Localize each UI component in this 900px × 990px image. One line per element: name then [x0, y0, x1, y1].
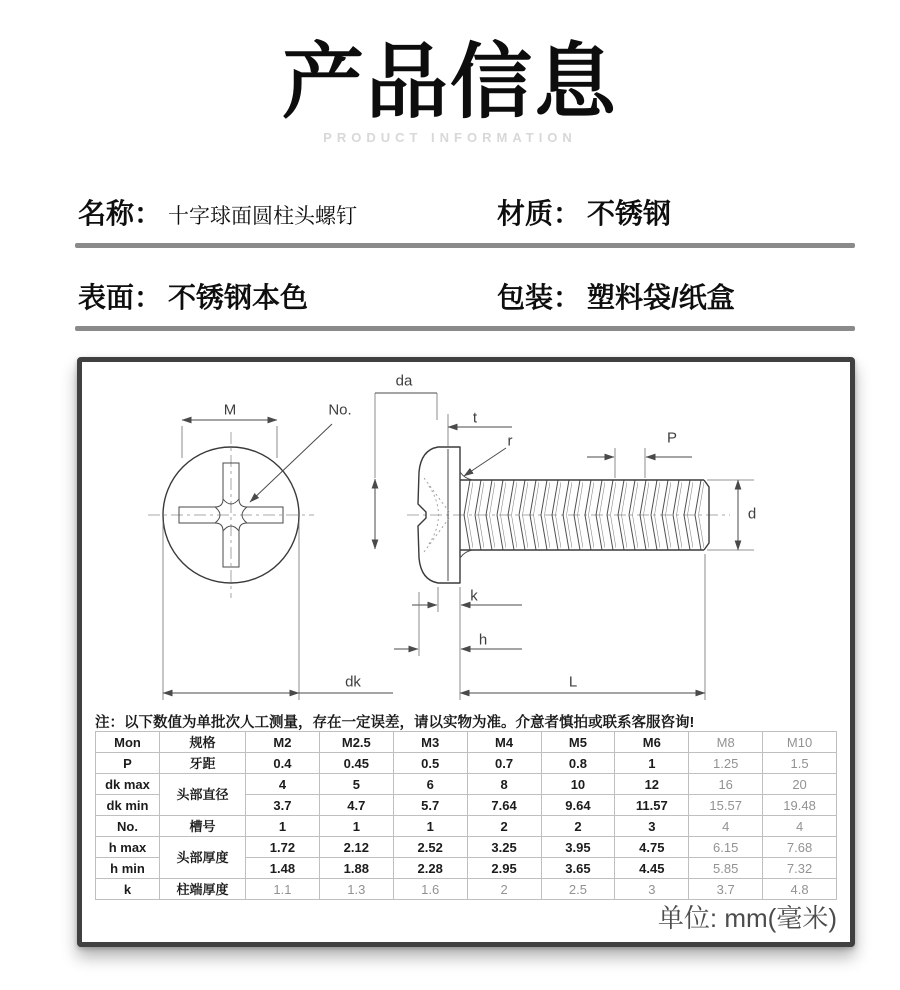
value-cell: 3.65: [541, 858, 615, 879]
spec-table-head: [96, 732, 837, 753]
dim-label-l: L: [568, 673, 578, 691]
row-code: No.: [96, 816, 160, 837]
dim-label-no: No.: [328, 401, 352, 419]
value-cell: 1.6: [393, 879, 467, 900]
value-cell: 2: [467, 816, 541, 837]
value-cell: 7.32: [763, 858, 837, 879]
value-cell: 4.45: [615, 858, 689, 879]
value-cell: 3.7: [246, 795, 320, 816]
product-image-panel: [77, 357, 855, 947]
value-cell: 5.7: [393, 795, 467, 816]
col-header: M5: [541, 732, 615, 753]
table-row: [96, 774, 837, 795]
dim-label-m: M: [223, 401, 237, 419]
dim-label-r: r: [507, 432, 513, 450]
value-cell: 10: [541, 774, 615, 795]
value-cell: 12: [615, 774, 689, 795]
value-cell: 0.5: [393, 753, 467, 774]
spec-name-value: 十字球面圆柱头螺钉: [168, 205, 358, 228]
value-cell: 20: [763, 774, 837, 795]
dim-label-d: d: [747, 505, 757, 523]
value-cell: 9.64: [541, 795, 615, 816]
dim-label-p: P: [666, 429, 678, 447]
spec-row-2: [78, 276, 858, 316]
measurement-note: 注：以下数值为单批次人工测量，存在一定误差，请以实物为准。介意者慎拍或联系客服咨询!: [95, 715, 695, 731]
value-cell: 16: [689, 774, 763, 795]
page-title: 产品信息: [281, 37, 618, 128]
col-header: M3: [393, 732, 467, 753]
row-code: dk max: [96, 774, 160, 795]
value-cell: 4: [763, 816, 837, 837]
value-cell: 4.7: [319, 795, 393, 816]
value-cell: 1.48: [246, 858, 320, 879]
spec-table: [95, 731, 837, 900]
value-cell: 1: [615, 753, 689, 774]
spec-name: [78, 192, 357, 232]
value-cell: 2.28: [393, 858, 467, 879]
spec-material-value: 不锈钢: [587, 198, 672, 229]
value-cell: 0.7: [467, 753, 541, 774]
value-cell: 15.57: [689, 795, 763, 816]
value-cell: 3: [615, 816, 689, 837]
divider-line-2: [75, 326, 855, 331]
dim-label-h: h: [478, 631, 488, 649]
spec-material: [497, 192, 671, 232]
col-header: M10: [763, 732, 837, 753]
value-cell: 2.5: [541, 879, 615, 900]
value-cell: 6: [393, 774, 467, 795]
value-cell: 2: [467, 879, 541, 900]
value-cell: 3.25: [467, 837, 541, 858]
value-cell: 1: [246, 816, 320, 837]
row-name: 牙距: [160, 753, 246, 774]
spec-material-label: 材质：: [497, 198, 582, 229]
col-header: Mon: [96, 732, 160, 753]
value-cell: 1: [393, 816, 467, 837]
page-header: [0, 37, 900, 146]
row-name: 柱端厚度: [160, 879, 246, 900]
dim-label-da: da: [395, 372, 413, 390]
screw-drawing-svg: [82, 362, 850, 707]
row-code: P: [96, 753, 160, 774]
spec-surface-value: 不锈钢本色: [168, 282, 309, 313]
value-cell: 0.8: [541, 753, 615, 774]
value-cell: 1.25: [689, 753, 763, 774]
value-cell: 3.95: [541, 837, 615, 858]
value-cell: 2.12: [319, 837, 393, 858]
page-subtitle: PRODUCT INFORMATION: [323, 130, 577, 146]
table-row: [96, 816, 837, 837]
spec-surface-label: 表面：: [78, 282, 163, 313]
spec-name-label: 名称：: [78, 198, 163, 229]
dim-label-t: t: [472, 409, 478, 427]
value-cell: 7.64: [467, 795, 541, 816]
col-header: M6: [615, 732, 689, 753]
spec-table-body: [96, 753, 837, 900]
spec-surface: [78, 276, 308, 316]
value-cell: 7.68: [763, 837, 837, 858]
row-name: 槽号: [160, 816, 246, 837]
row-code: dk min: [96, 795, 160, 816]
value-cell: 5: [319, 774, 393, 795]
screw-technical-drawing: [82, 362, 850, 707]
value-cell: 2.52: [393, 837, 467, 858]
value-cell: 1.88: [319, 858, 393, 879]
row-code: k: [96, 879, 160, 900]
value-cell: 2.95: [467, 858, 541, 879]
value-cell: 1: [319, 816, 393, 837]
value-cell: 11.57: [615, 795, 689, 816]
spec-packaging: [497, 276, 735, 316]
col-header: 规格: [160, 732, 246, 753]
unit-label: 单位: mm(毫米): [657, 903, 837, 933]
value-cell: 19.48: [763, 795, 837, 816]
value-cell: 4.75: [615, 837, 689, 858]
divider-line-1: [75, 243, 855, 248]
value-cell: 0.4: [246, 753, 320, 774]
row-name: 头部直径: [160, 774, 246, 816]
value-cell: 3.7: [689, 879, 763, 900]
col-header: M4: [467, 732, 541, 753]
col-header: M2: [246, 732, 320, 753]
col-header: M8: [689, 732, 763, 753]
table-row: [96, 879, 837, 900]
value-cell: 5.85: [689, 858, 763, 879]
value-cell: 4: [689, 816, 763, 837]
col-header: M2.5: [319, 732, 393, 753]
spec-packaging-label: 包装：: [497, 282, 582, 313]
value-cell: 6.15: [689, 837, 763, 858]
value-cell: 4.8: [763, 879, 837, 900]
value-cell: 1.1: [246, 879, 320, 900]
dim-label-dk: dk: [345, 673, 361, 691]
spec-row-1: [78, 192, 858, 232]
value-cell: 1.72: [246, 837, 320, 858]
row-name: 头部厚度: [160, 837, 246, 879]
value-cell: 4: [246, 774, 320, 795]
row-code: h max: [96, 837, 160, 858]
row-code: h min: [96, 858, 160, 879]
table-row: [96, 837, 837, 858]
value-cell: 3: [615, 879, 689, 900]
table-row: [96, 753, 837, 774]
value-cell: 2: [541, 816, 615, 837]
value-cell: 1.5: [763, 753, 837, 774]
dim-label-k: k: [470, 587, 478, 605]
spec-packaging-value: 塑料袋/纸盒: [587, 282, 735, 313]
value-cell: 0.45: [319, 753, 393, 774]
value-cell: 8: [467, 774, 541, 795]
value-cell: 1.3: [319, 879, 393, 900]
